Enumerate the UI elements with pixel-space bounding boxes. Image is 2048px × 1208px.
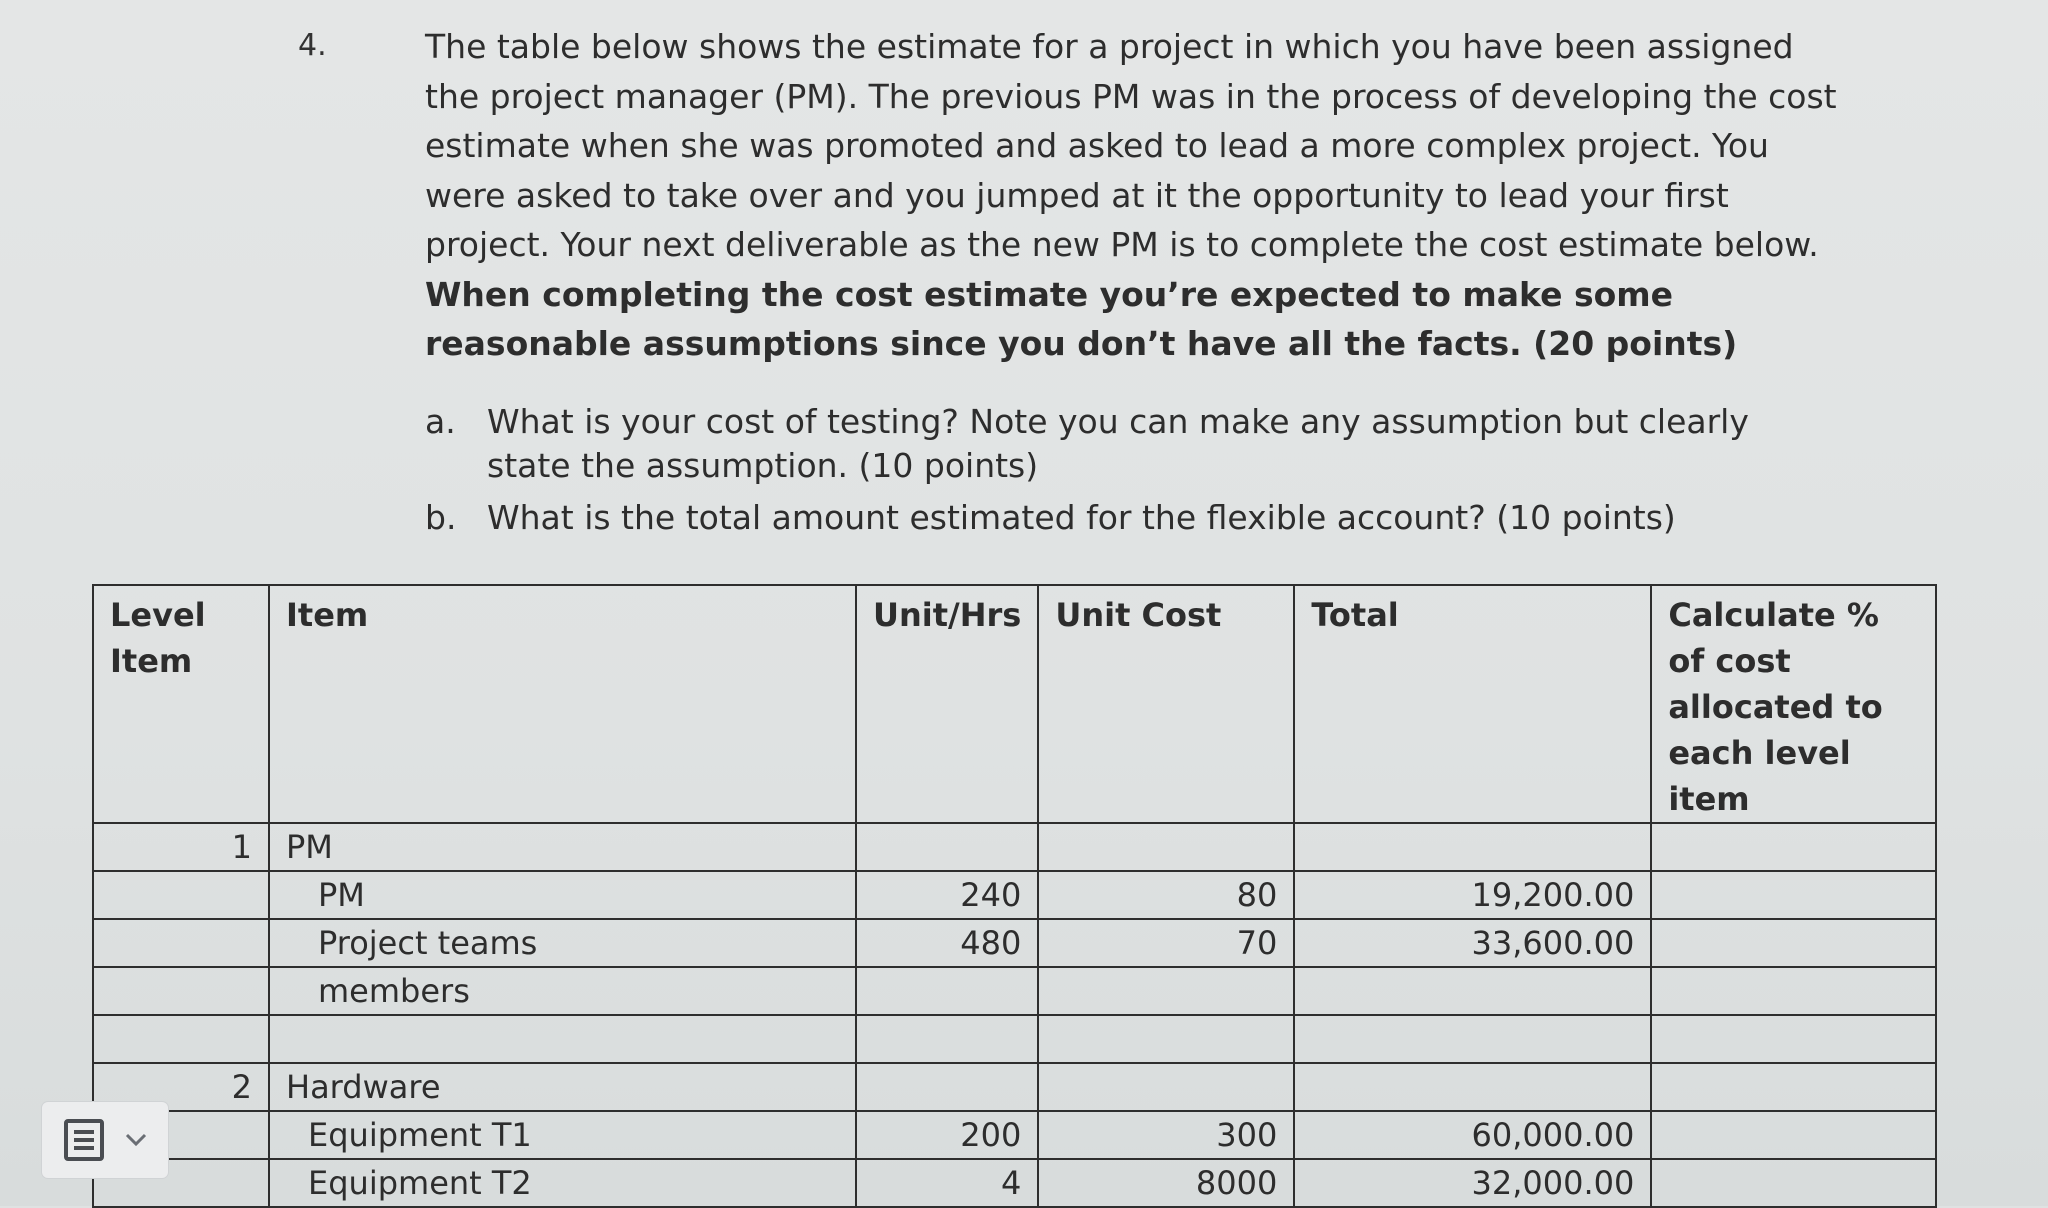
cell-item: Project teams [269, 919, 856, 967]
cell-level: 2 [93, 1063, 269, 1111]
table-row [93, 823, 1936, 871]
cell-units [856, 967, 1038, 1015]
header-percent: Calculate % of cost allocated to each level item [1651, 585, 1936, 823]
cell-total: 33,600.00 [1294, 919, 1651, 967]
table-row [93, 919, 1936, 967]
cell-level [93, 871, 269, 919]
cell-item: PM [269, 823, 856, 871]
header-item: Item [269, 585, 856, 823]
part-text: What is the total amount estimated for the flexible account? (10 points) [487, 498, 1676, 537]
cell-percent [1651, 871, 1936, 919]
question-intro [425, 22, 1845, 369]
part-text: What is your cost of testing? Note you can make any assumption but clearly state the assumption. (10 points) [487, 402, 1749, 485]
cell-unit-cost: 80 [1038, 871, 1294, 919]
cell-item [269, 1015, 856, 1063]
cell-item: Hardware [269, 1063, 856, 1111]
cell-level [93, 1015, 269, 1063]
cell-item: Equipment T1 [269, 1111, 856, 1159]
cell-item: Equipment T2 [269, 1159, 856, 1207]
question-number: 4. [298, 28, 327, 63]
cell-unit-cost [1038, 1015, 1294, 1063]
cell-percent [1651, 1015, 1936, 1063]
header-units: Unit/Hrs [856, 585, 1038, 823]
table-row [93, 1063, 1936, 1111]
table-row [93, 967, 1936, 1015]
cell-item: members [269, 967, 856, 1015]
cell-units [856, 823, 1038, 871]
cell-total [1294, 1015, 1651, 1063]
cell-percent [1651, 823, 1936, 871]
cell-percent [1651, 967, 1936, 1015]
document-outline-icon[interactable] [62, 1118, 106, 1162]
header-level-item: Level Item [93, 585, 269, 823]
cell-total: 19,200.00 [1294, 871, 1651, 919]
table-row [93, 1015, 1936, 1063]
question-intro-bold: When completing the cost estimate you’re expected to make some reasonable assumptions since you don’t have all the facts. (20 points) [425, 274, 1738, 363]
cell-units: 4 [856, 1159, 1038, 1207]
cell-unit-cost: 8000 [1038, 1159, 1294, 1207]
cell-level [93, 967, 269, 1015]
cell-percent [1651, 1111, 1936, 1159]
table-row [93, 871, 1936, 919]
cost-estimate-table [92, 584, 1937, 1208]
table-row [93, 1111, 1936, 1159]
cell-percent [1651, 1159, 1936, 1207]
cell-unit-cost [1038, 967, 1294, 1015]
cell-total: 60,000.00 [1294, 1111, 1651, 1159]
cell-total [1294, 967, 1651, 1015]
cell-level: 1 [93, 823, 269, 871]
question-part-a [425, 400, 1825, 488]
header-total: Total [1294, 585, 1651, 823]
table-header-row [93, 585, 1936, 823]
cell-units [856, 1015, 1038, 1063]
part-marker: b. [425, 498, 457, 537]
cell-total [1294, 823, 1651, 871]
cell-level [93, 919, 269, 967]
cell-item: PM [269, 871, 856, 919]
cell-units [856, 1063, 1038, 1111]
cell-unit-cost: 300 [1038, 1111, 1294, 1159]
cell-units: 240 [856, 871, 1038, 919]
cell-units: 480 [856, 919, 1038, 967]
cell-units: 200 [856, 1111, 1038, 1159]
cell-percent [1651, 919, 1936, 967]
cell-unit-cost [1038, 823, 1294, 871]
cell-unit-cost [1038, 1063, 1294, 1111]
question-part-b [425, 496, 1825, 540]
cell-total [1294, 1063, 1651, 1111]
cell-total: 32,000.00 [1294, 1159, 1651, 1207]
cell-unit-cost: 70 [1038, 919, 1294, 967]
question-intro-text: The table below shows the estimate for a project in which you have been assigned the project manager (PM). The previous PM was in the process of developing the cost estimate when she was promoted and asked to lead a more complex project. You were asked to take over and you jumped at it the opportunity to lead your first project. Your next deliverable as the new PM is to complete the cost estimate below. [425, 27, 1837, 264]
header-unit-cost: Unit Cost [1038, 585, 1294, 823]
chevron-down-icon[interactable] [124, 1132, 148, 1148]
table-row [93, 1159, 1936, 1207]
floating-toolbar[interactable] [42, 1102, 168, 1178]
cell-percent [1651, 1063, 1936, 1111]
part-marker: a. [425, 402, 456, 441]
